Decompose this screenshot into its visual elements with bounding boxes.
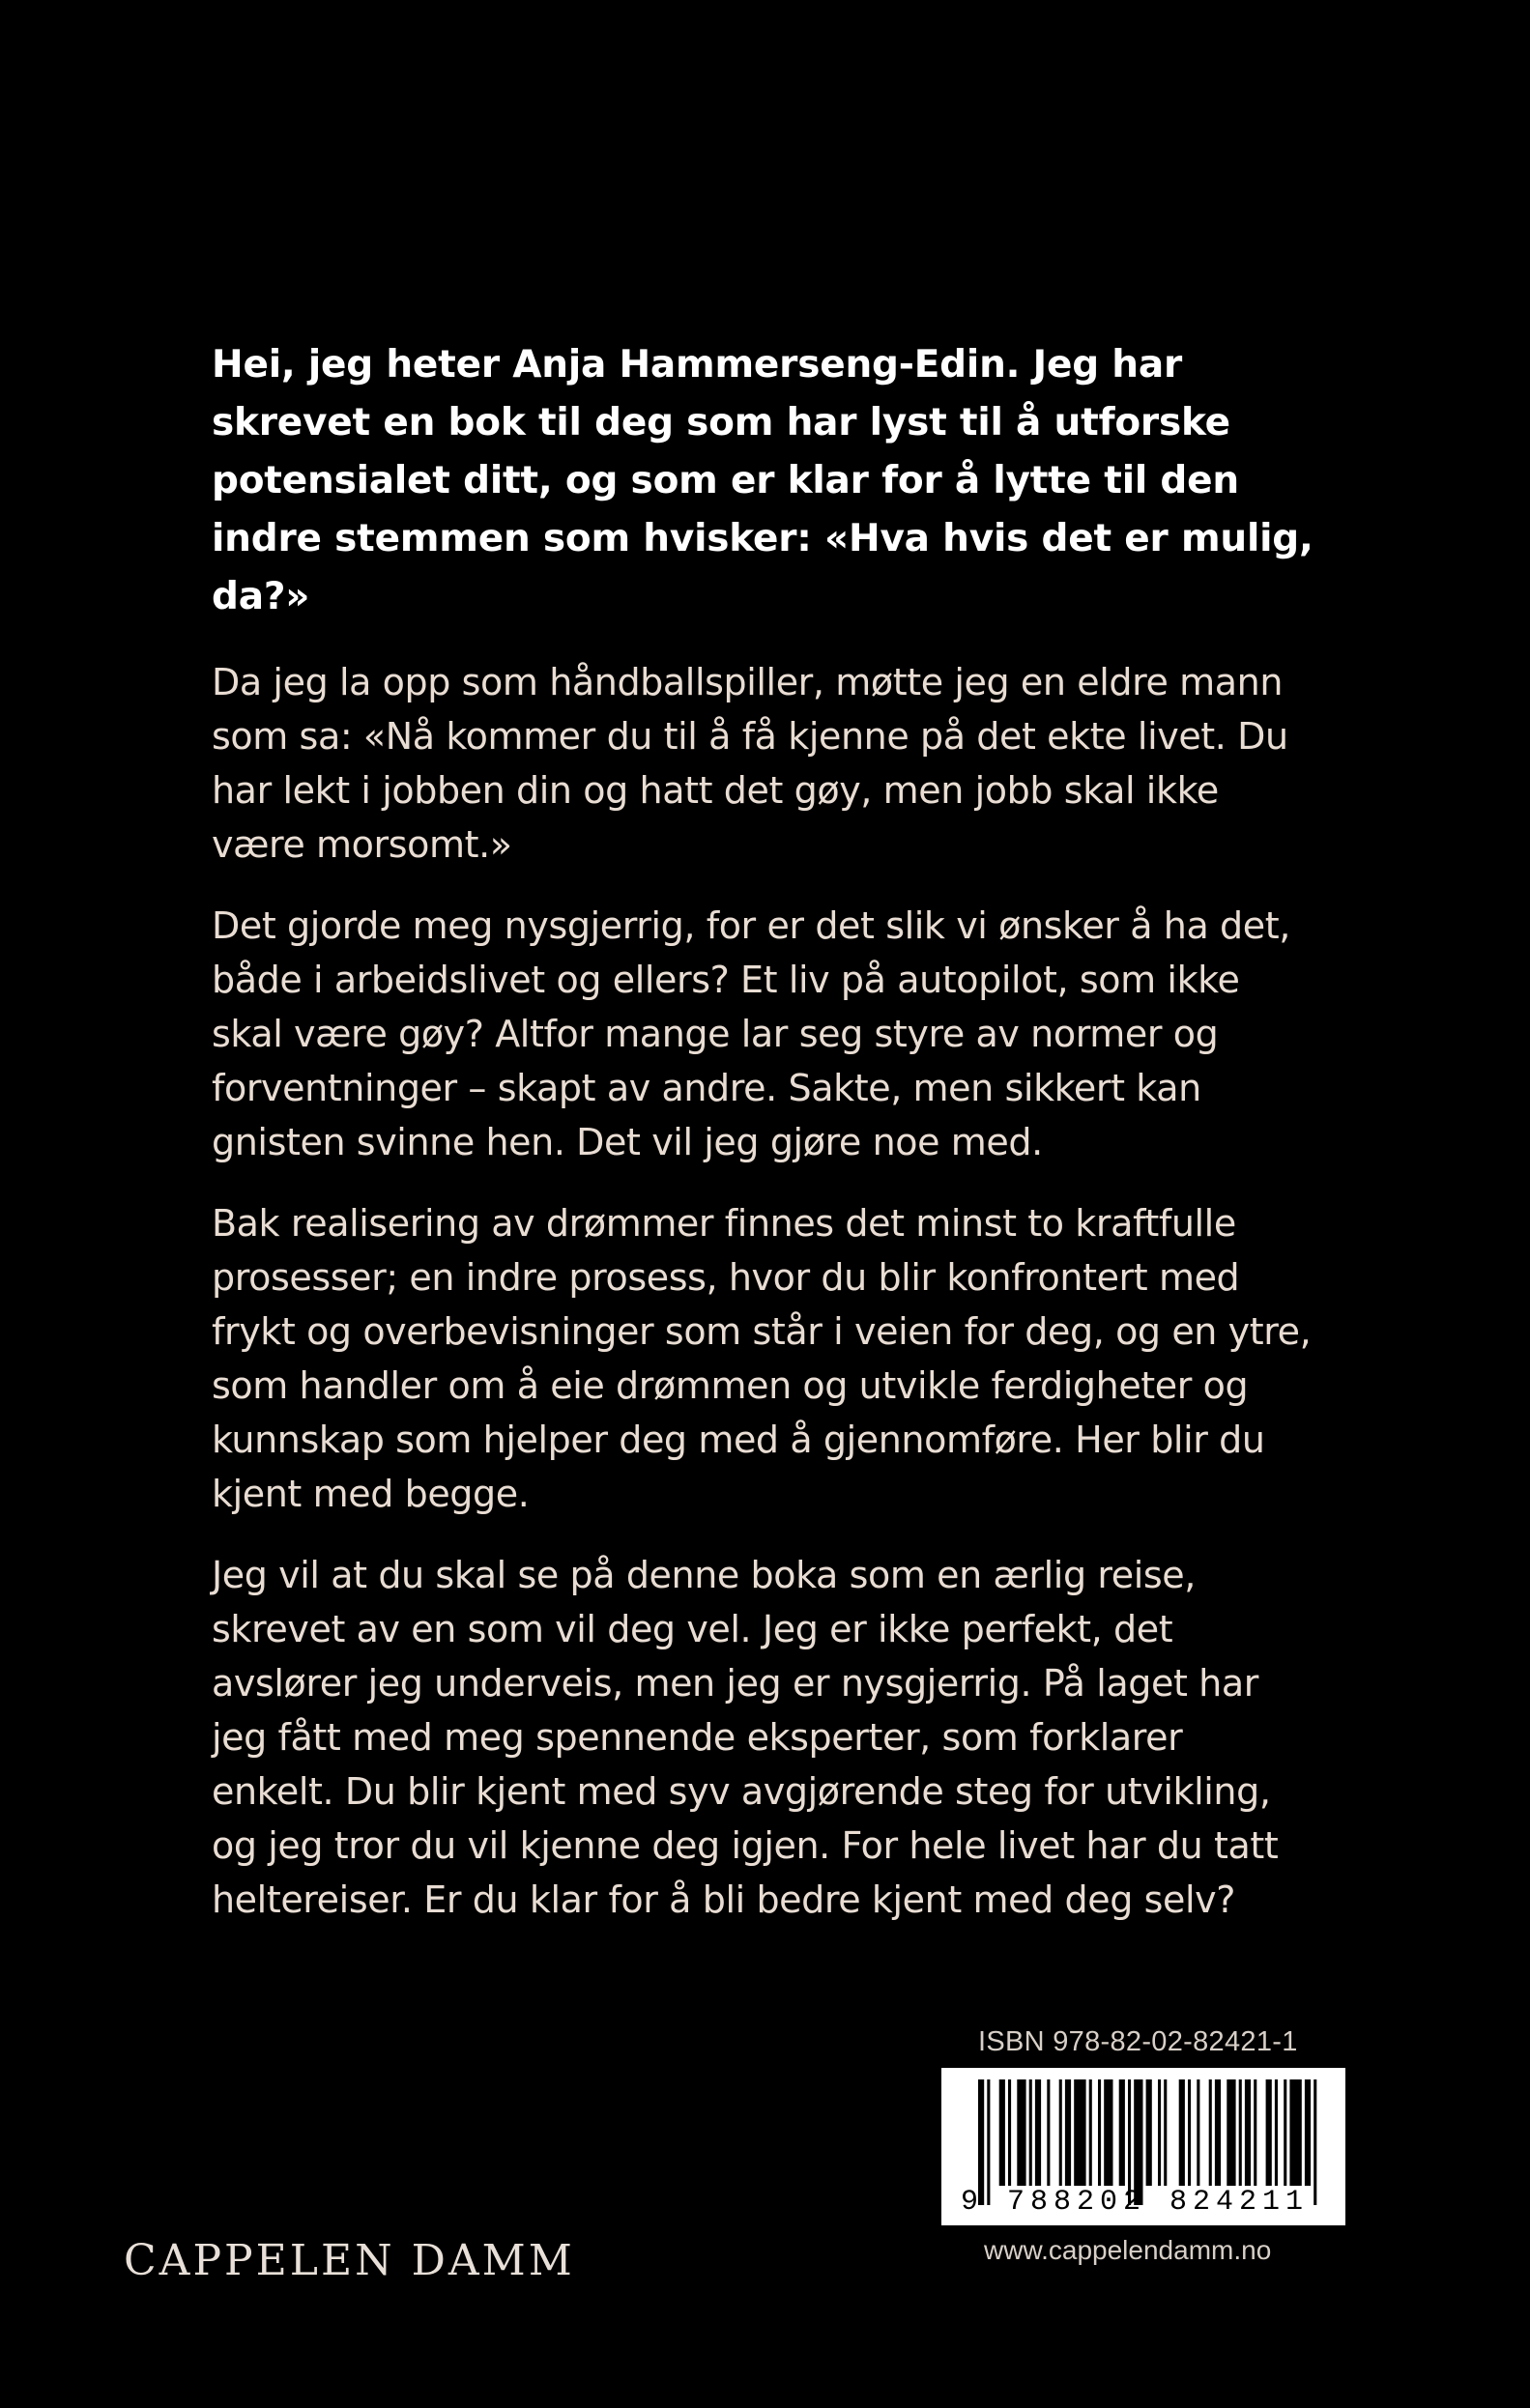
barcode-bar (1059, 2079, 1062, 2186)
barcode-bar (1266, 2079, 1272, 2186)
body-paragraph-3: Bak realisering av drømmer finnes det minst to kraftfulle prosesser; en indre prosess, hvor du blir konfrontert med frykt og overbevisninger som står i veien for deg, og en ytre, som handler om å eie drømmen og utvikle ferdigheter og kunnskap som hjelper deg med å gjennomføre. Her blir du kjent med begge. (212, 1202, 1312, 1515)
barcode-bar (1047, 2079, 1050, 2186)
barcode-bar (1008, 2079, 1011, 2186)
body-paragraph-2: Det gjorde meg nysgjerrig, for er det slik vi ønsker å ha det, både i arbeidslivet og ellers? Et liv på autopilot, som ikke skal være gøy? Altfor mange lar seg styre av normer og forventninger – skapt av andre. Sakte, men sikkert kan gnisten svinne hen. Det vil jeg gjøre noe med. (212, 904, 1290, 1163)
back-cover-text (212, 336, 1313, 1954)
barcode-bar (1119, 2079, 1125, 2186)
barcode-bar (1035, 2079, 1041, 2186)
barcode-bar (999, 2079, 1005, 2186)
barcode-bar (1275, 2079, 1278, 2186)
barcode-bar (1065, 2079, 1071, 2186)
barcode-bar (1074, 2079, 1085, 2186)
barcode (941, 2068, 1345, 2225)
barcode-bar (1227, 2079, 1235, 2186)
barcode-bar (1197, 2079, 1199, 2186)
barcode-bar (1254, 2079, 1256, 2186)
barcode-bar (1284, 2079, 1286, 2186)
intro-paragraph: Hei, jeg heter Anja Hammerseng-Edin. Jeg har skrevet en bok til deg som har lyst til å utforske potensialet ditt, og som er klar for å lytte til den indre stemmen som hvisker: «Hva hvis det er mulig, da?» (212, 343, 1313, 618)
isbn-label: ISBN 978-82-02-82421-1 (978, 2026, 1298, 2057)
barcode-bar (1179, 2079, 1185, 2186)
barcode-bar (1029, 2079, 1032, 2186)
barcode-bar (1158, 2079, 1161, 2186)
barcode-bar (1164, 2079, 1167, 2186)
barcode-bar (1017, 2079, 1025, 2186)
barcode-bar (1188, 2079, 1191, 2186)
barcode-bar (1305, 2079, 1311, 2186)
barcode-bar (1146, 2079, 1152, 2186)
barcode-bar (1239, 2079, 1242, 2186)
barcode-bar (1215, 2079, 1221, 2186)
barcode-bar (1098, 2079, 1101, 2186)
barcode-bar (1089, 2079, 1092, 2186)
body-paragraph-4: Jeg vil at du skal se på denne boka som en ærlig reise, skrevet av en som vil deg vel. Jeg er ikke perfekt, det avslører jeg underveis, men jeg er nysgjerrig. På laget har jeg fått med meg spennende eksperter, som forklarer enkelt. Du blir kjent med syv avgjørende steg for utvikling, og jeg tror du vil kjenne deg igjen. For hele livet har du tatt heltereiser. Er du klar for å bli bedre kjent med deg selv? (212, 1554, 1279, 1921)
publisher-website: www.cappelendamm.no (984, 2235, 1272, 2265)
publisher-logo: CAPPELEN DAMM (124, 2236, 575, 2285)
body-paragraph-1: Da jeg la opp som håndballspiller, møtte jeg en eldre mann som sa: «Nå kommer du til å få kjenne på det ekte livet. Du har lekt i jobben din og hatt det gøy, men jobb skal ikke være morsomt.» (212, 661, 1288, 866)
barcode-bar (1289, 2079, 1301, 2186)
barcode-bar (1104, 2079, 1112, 2186)
barcode-bar (1209, 2079, 1212, 2186)
barcode-bar (1245, 2079, 1251, 2186)
barcode-digits: 9 788202 824211 (961, 2186, 1310, 2219)
